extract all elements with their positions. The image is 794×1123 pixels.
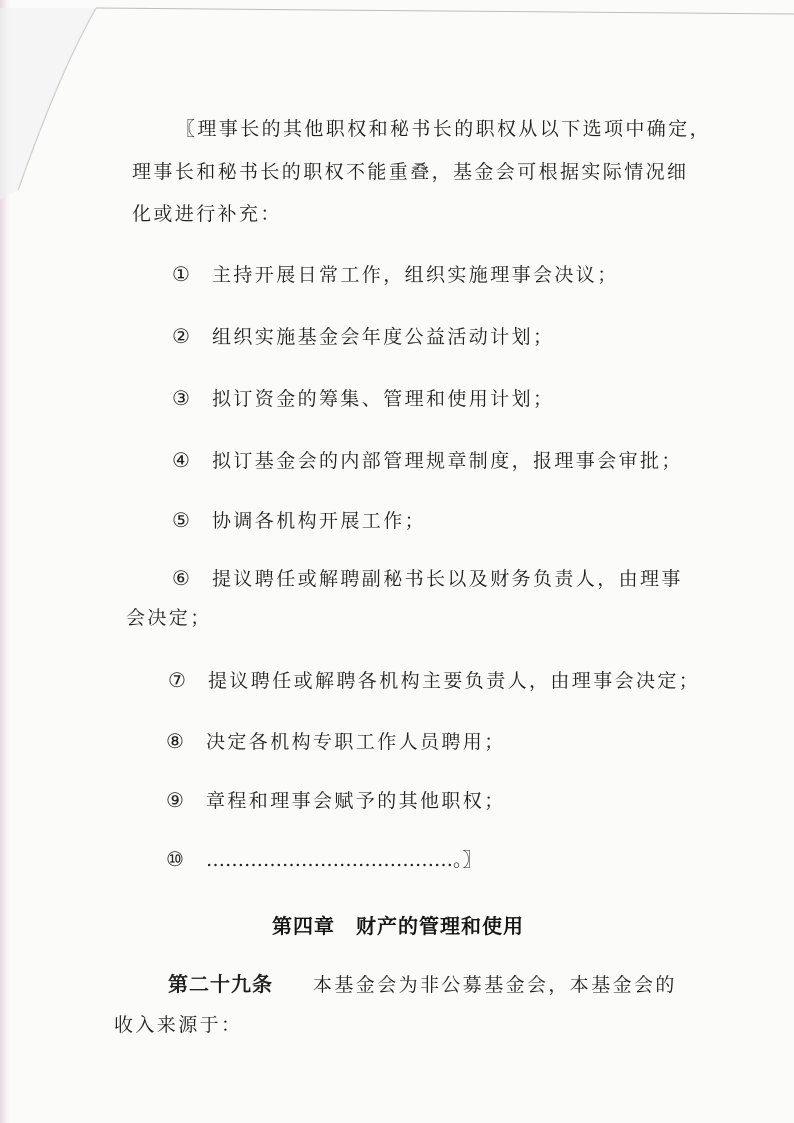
list-item (172, 510, 426, 531)
item-number: ④ (172, 448, 190, 472)
item-number: ① (172, 262, 190, 286)
item-text: 提议聘任或解聘副秘书长以及财务负责人，由理事 (212, 568, 683, 590)
item-number: ② (172, 324, 190, 348)
item-text: 协调各机构开展工作； (212, 510, 427, 532)
item-number: ③ (172, 386, 190, 410)
item-number: ⑦ (168, 668, 186, 692)
item-text: …………………………………。〗 (206, 849, 482, 871)
list-item (172, 326, 554, 347)
item-number: ⑥ (172, 566, 190, 590)
list-item-continuation: 会决定； (126, 607, 212, 629)
list-item (166, 849, 482, 870)
scan-left-edge (0, 0, 10, 1123)
item-text: 决定各机构专职工作人员聘用； (206, 731, 506, 753)
article-line-1: 本基金会为非公募基金会，本基金会的 (313, 974, 677, 996)
item-number: ⑩ (166, 847, 184, 871)
list-item (166, 790, 506, 811)
article-paragraph (168, 974, 677, 995)
intro-line-3: 化或进行补充： (132, 203, 282, 225)
item-text: 拟订基金会的内部管理规章制度，报理事会审批； (212, 450, 683, 472)
list-item (168, 670, 700, 691)
list-item (172, 568, 683, 589)
item-text: 主持开展日常工作，组织实施理事会决议； (212, 264, 619, 286)
item-text: 提议聘任或解聘各机构主要负责人，由理事会决定； (208, 670, 701, 692)
intro-line-1: 〖理事长的其他职权和秘书长的职权从以下选项中确定， (176, 118, 712, 140)
article-label: 第二十九条 (168, 972, 273, 996)
item-text: 章程和理事会赋予的其他职权； (206, 790, 506, 812)
article-line-2: 收入来源于： (114, 1014, 243, 1036)
item-text: 拟订资金的筹集、管理和使用计划； (212, 388, 555, 410)
item-text: 组织实施基金会年度公益活动计划； (212, 326, 555, 348)
item-number: ⑧ (166, 729, 184, 753)
list-item (172, 388, 554, 409)
list-item (172, 450, 683, 471)
chapter-heading: 第四章 财产的管理和使用 (272, 914, 524, 938)
list-item (166, 731, 506, 752)
intro-line-2: 理事长和秘书长的职权不能重叠，基金会可根据实际情况细 (132, 161, 689, 183)
item-number: ⑨ (166, 788, 184, 812)
list-item (172, 264, 619, 285)
item-number: ⑤ (172, 508, 190, 532)
